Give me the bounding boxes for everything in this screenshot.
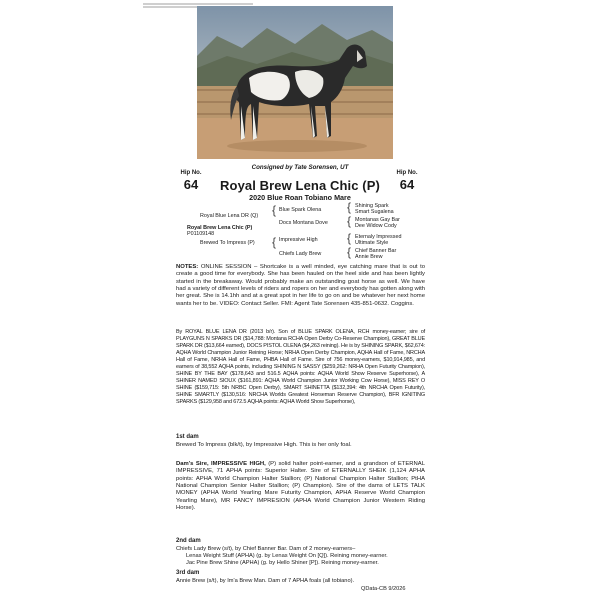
pedigree-sire: Royal Blue Lena DR (Q) (200, 213, 259, 219)
second-dam-foal: Jac Pine Brew Shine (APHA) (g. by Hello Shiner [P]). Reining money-earner. (186, 560, 379, 566)
hip-number: 64 (399, 177, 415, 192)
brace: { (347, 214, 352, 228)
second-dam-heading: 2nd dam (176, 538, 201, 544)
horse-name: Royal Brew Lena Chic (P) (220, 178, 380, 193)
pedigree-third-gen: Smart Sugalena (355, 209, 394, 215)
pedigree-registration: P01109148 (187, 231, 215, 237)
pedigree-horse: Royal Brew Lena Chic (P) (187, 225, 253, 231)
horse-photo (197, 6, 393, 159)
pedigree-third-gen: Montanas Gay Bar (355, 217, 400, 223)
brace: { (347, 200, 352, 214)
brace: { (272, 235, 277, 249)
pedigree-third-gen: Ultimate Style (355, 240, 389, 246)
second-dam-text: Chiefs Lady Brew (s/t), by Chief Banner Bar. Dam of 2 money-earners– (176, 546, 356, 552)
pedigree-third-gen: Chief Banner Bar (355, 248, 397, 254)
hip-label: Hip No. (180, 170, 202, 176)
hip-number: 64 (183, 177, 199, 192)
pedigree-third-gen: Annie Brew (355, 254, 383, 260)
brace: { (272, 203, 277, 217)
third-dam-heading: 3rd dam (176, 570, 200, 576)
dams-sire-label: Dam's Sire, IMPRESSIVE HIGH, (176, 461, 266, 467)
consigned-by: Consigned by Tate Sorensen, UT (251, 164, 349, 171)
third-dam-text: Annie Brew (s/t), by Im'a Brew Man. Dam of 7 APHA foals (all tobiano). (176, 578, 355, 584)
brace: { (347, 231, 352, 245)
dams-sire-paragraph (176, 461, 425, 512)
horse-description: 2020 Blue Roan Tobiano Mare (249, 193, 351, 202)
pedigree-dam: Brewed To Impress (P) (200, 240, 255, 246)
pedigree-third-gen: Eternaly Impressed (355, 234, 402, 240)
notes-label: NOTES: (176, 264, 199, 270)
pedigree-dam-dam: Chiefs Lady Brew (279, 251, 322, 257)
hip-label: Hip No. (396, 170, 418, 176)
brace: { (347, 245, 352, 259)
footer-code: QData-CB 9/2026 (361, 586, 406, 592)
sire-paragraph: By ROYAL BLUE LENA DR (2013 b/r). Son of BLUE SPARK OLENA, RCH money-earner; sire of PLAYGUNS N SPARKS DR ($14,788: Montana RCHA Open Derby Co-Reserve Champion), GREAT BLUE SPARK DR ($13,664 earned), DOCS PISTOL OLENA ($4,263 reining). He is by SHINING SPARK, $62,674: AQHA World Champion Junior Reining Horse; NRHA Open Derby Champion, AQHA Hall of Fame, NRCHA Hall of Fame, NRHA Hall of Fame, PHBA Hall of Fame. Sire of 756 money-earners, $10,914,985, and earners of 38,552 AQHA points, including SHINING N SASSY ($259,262: NRHA Open Futurity Champion), SHINE BY THE BAY ($178,643 and 516.5 AQHA points: AQHA World Show Reserve Superhorse), A SHINER NAMED SIOUX ($161,891: AQHA World Champion Junior Working Cow Horse), MISS REY O SHINE ($159,715: 5th NRBC Open Derby), SMART SHINETTA ($132,394: 4th NRCHA Open Futurity), SHINE SMARTLY ($130,516: NRCHA Worlds Greatest Horseman Reserve Champion), BFR IGNITING SPARKS ($129,958 and 672.5 AQHA points: AQHA World Show Superhorse), (176, 329, 425, 406)
pedigree-dam-sire: Impressive High (279, 237, 318, 243)
notes-text: ONLINE SESSION – Shortcake is a well minded, eye catching mare that is out to create a good time for everybody. She has been hauled on the heel side and has been lightly started in the breakaway. Would probably make an outstanding goat horse as well. We have had a variety of different levels of riders and ropers on her and everybody has gotten along with her great. She is 14.1hh and at a great spot in her life to go on and be whatever her next home wants her to be. VIDEO: Contact Seller. FMI: Agent Tate Sorensen 435-851-0632. Coggins. (176, 264, 425, 307)
pedigree-sire-sire: Blue Spark Olena (279, 207, 322, 213)
second-dam-foal: Lenas Weight Stuff (APHA) (g. by Lenas Weight On [Q]). Reining money-earner. (186, 553, 388, 559)
notes-paragraph (176, 264, 425, 308)
pedigree-third-gen: Shining Spark (355, 203, 389, 209)
first-dam-text: Brewed To Impress (blk/t), by Impressive High. This is her only foal. (176, 442, 352, 448)
first-dam-heading: 1st dam (176, 434, 199, 440)
pedigree-third-gen: Dee Widow Cody (355, 223, 397, 229)
dams-sire-text: (P) solid halter point-earner, and a grandson of ETERNAL IMPRESSIVE, 71 APHA points: Superior Halter. Sire of ETERNALLY SHEIK (1,124 APHA points: APHA World Champion Halter Stallion; (P) National Champion Halter Stallion; PtHA National Champion Senior Halter Stallion; (P) Champion). Sire of the dams of LETS TALK MONEY (APHA World Yearling Mare Futurity Champion, APHA Reserve World Champion Yearling Mare), MR FANCY IMPRESION (APHA World Champion Junior Western Riding Horse). (176, 461, 425, 512)
pedigree-sire-dam: Docs Montana Dove (279, 220, 328, 226)
